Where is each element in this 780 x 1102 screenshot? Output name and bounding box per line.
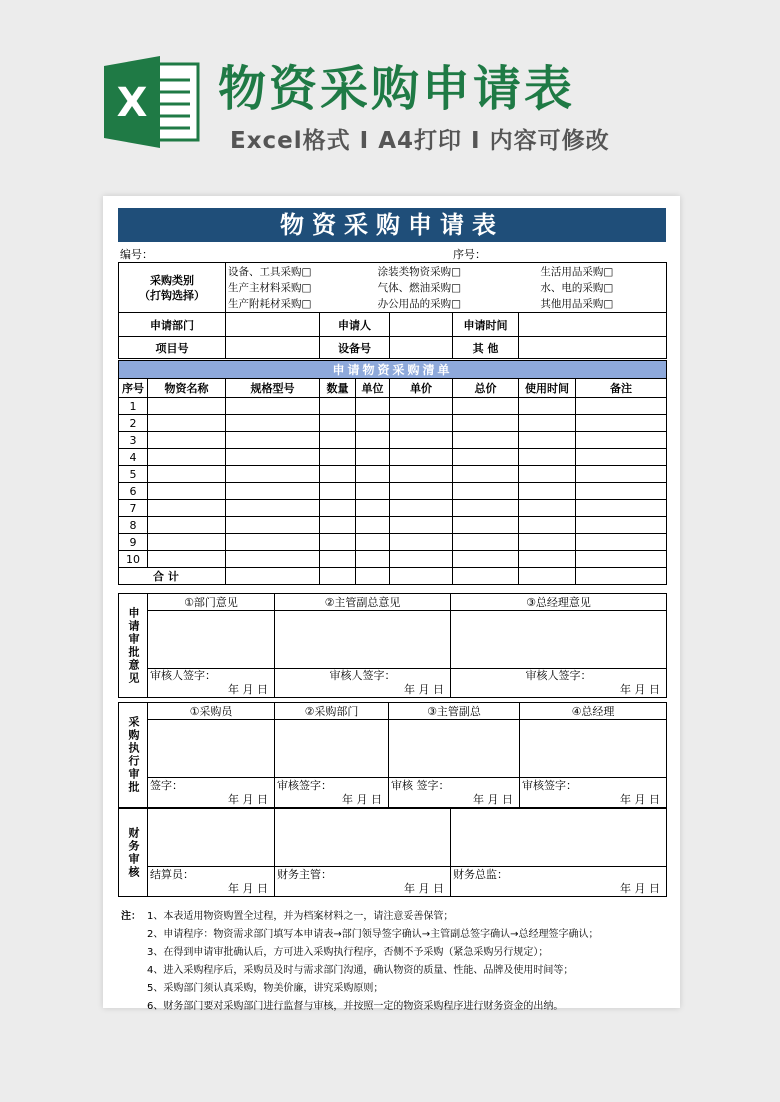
col-header: 单位 (356, 379, 390, 398)
item-cell[interactable] (576, 551, 667, 568)
excel-icon (104, 56, 200, 148)
project-field[interactable] (226, 337, 320, 359)
item-cell[interactable] (356, 466, 390, 483)
item-cell[interactable] (519, 432, 576, 449)
execution-sign: 审核 签字： 年 月 日 (389, 778, 520, 808)
row-number: 10 (119, 551, 148, 568)
applicant-field[interactable] (390, 313, 453, 337)
item-cell[interactable] (356, 483, 390, 500)
item-cell[interactable] (453, 534, 519, 551)
item-cell[interactable] (390, 449, 453, 466)
approval-sign: 审核人签字： 年 月 日 (275, 669, 451, 698)
item-cell[interactable] (576, 449, 667, 466)
approval-head: ③总经理意见 (451, 594, 667, 611)
form-sheet (103, 196, 680, 1012)
approval-opinion[interactable] (275, 611, 451, 669)
approval-table (118, 593, 667, 698)
item-cell[interactable] (320, 466, 356, 483)
item-cell[interactable] (390, 415, 453, 432)
item-cell[interactable] (576, 517, 667, 534)
item-cell[interactable] (390, 551, 453, 568)
item-cell[interactable] (576, 466, 667, 483)
finance-side-label: 财务审核 (119, 809, 148, 897)
item-cell[interactable] (453, 432, 519, 449)
dept-label: 申请部门 (119, 313, 226, 337)
item-cell[interactable] (148, 500, 226, 517)
item-cell[interactable] (576, 415, 667, 432)
category-label: 采购类别 （打钩选择） (119, 263, 226, 313)
col-header: 序号 (119, 379, 148, 398)
item-cell[interactable] (390, 500, 453, 517)
note-line: 6、财务部门要对采购部门进行监督与审核，并按照一定的物资采购程序进行财务资金的出纳。 (147, 1001, 564, 1012)
category-option[interactable]: 设备、工具采购□ (228, 265, 312, 278)
item-cell[interactable] (356, 449, 390, 466)
col-header: 数量 (320, 379, 356, 398)
total-label: 合 计 (119, 568, 226, 585)
finance-opinion[interactable] (148, 809, 275, 867)
item-cell[interactable] (320, 517, 356, 534)
item-cell[interactable] (519, 415, 576, 432)
table-row (119, 551, 667, 568)
approval-sign: 审核人签字： 年 月 日 (148, 669, 275, 698)
time-label: 申请时间 (453, 313, 519, 337)
other-field[interactable] (519, 337, 667, 359)
item-cell[interactable] (576, 534, 667, 551)
item-cell[interactable] (390, 517, 453, 534)
approval-head: ①部门意见 (148, 594, 275, 611)
list-band: 申请物资采购清单 (119, 361, 667, 379)
row-number: 2 (119, 415, 148, 432)
item-cell[interactable] (226, 398, 320, 415)
category-option[interactable]: 生产附耗材采购□ (228, 297, 312, 310)
item-cell[interactable] (519, 398, 576, 415)
row-number: 6 (119, 483, 148, 500)
execution-side-label: 采购执行审批 (119, 703, 148, 808)
table-row (119, 517, 667, 534)
item-cell[interactable] (320, 432, 356, 449)
item-cell[interactable] (356, 432, 390, 449)
note-line: 3、在得到申请审批确认后，方可进入采购执行程序，否侧不予采购（紧急采购另行规定）； (147, 947, 549, 958)
item-cell[interactable] (148, 534, 226, 551)
row-number: 3 (119, 432, 148, 449)
col-header: 物资名称 (148, 379, 226, 398)
applicant-label: 申请人 (320, 313, 390, 337)
execution-opinion[interactable] (148, 720, 275, 778)
item-cell[interactable] (226, 500, 320, 517)
item-cell[interactable] (390, 466, 453, 483)
item-cell[interactable] (576, 432, 667, 449)
item-cell[interactable] (390, 432, 453, 449)
item-cell[interactable] (453, 398, 519, 415)
item-cell[interactable] (356, 415, 390, 432)
item-cell[interactable] (320, 449, 356, 466)
category-option[interactable]: 气体、燃油采购□ (377, 281, 462, 294)
table-row (119, 415, 667, 432)
item-cell[interactable] (148, 432, 226, 449)
sequence-label: 序号： (453, 248, 486, 261)
item-cell[interactable] (356, 534, 390, 551)
item-cell[interactable] (453, 500, 519, 517)
finance-opinion[interactable] (451, 809, 667, 867)
category-option[interactable]: 生产主材料采购□ (228, 281, 312, 294)
table-row (119, 449, 667, 466)
execution-opinion[interactable] (520, 720, 667, 778)
item-cell[interactable] (453, 466, 519, 483)
item-cell[interactable] (320, 500, 356, 517)
approval-opinion[interactable] (148, 611, 275, 669)
row-number: 8 (119, 517, 148, 534)
col-header: 备注 (576, 379, 667, 398)
time-field[interactable] (519, 313, 667, 337)
form-title: 物资采购申请表 (118, 208, 666, 242)
finance-sign: 结算员： 年 月 日 (148, 867, 275, 897)
item-cell[interactable] (453, 483, 519, 500)
category-option[interactable]: 办公用品的采购□ (377, 297, 462, 310)
approval-side-label: 申请审批意见 (119, 594, 148, 698)
item-cell[interactable] (519, 449, 576, 466)
item-cell[interactable] (226, 432, 320, 449)
item-cell[interactable] (148, 483, 226, 500)
finance-sign: 财务总监： 年 月 日 (451, 867, 667, 897)
item-cell[interactable] (148, 415, 226, 432)
note-line: 1、本表适用物资购置全过程，并为档案材料之一，请注意妥善保管； (147, 911, 454, 922)
notes-label: 注： (121, 911, 141, 922)
other-label: 其 他 (453, 337, 519, 359)
execution-head: ④总经理 (520, 703, 667, 720)
execution-opinion[interactable] (389, 720, 520, 778)
dept-field[interactable] (226, 313, 320, 337)
logo-letter: X (116, 80, 148, 126)
item-cell[interactable] (226, 449, 320, 466)
item-cell[interactable] (226, 466, 320, 483)
notes (121, 908, 671, 1016)
banner-title: 物资采购申请表 (218, 61, 576, 117)
total-row (119, 568, 667, 585)
item-cell[interactable] (390, 483, 453, 500)
equipment-label: 设备号 (320, 337, 390, 359)
item-cell[interactable] (148, 551, 226, 568)
row-number: 7 (119, 500, 148, 517)
item-cell[interactable] (226, 534, 320, 551)
list-header (119, 379, 667, 398)
item-cell[interactable] (356, 517, 390, 534)
item-cell[interactable] (356, 398, 390, 415)
category-option[interactable]: 涂装类物资采购□ (377, 265, 462, 278)
note-line: 4、进入采购程序后，采购员及时与需求部门沟通，确认物资的质量、性能、品牌及使用时间等； (147, 965, 574, 976)
item-cell[interactable] (226, 551, 320, 568)
finance-table (118, 808, 667, 897)
item-cell[interactable] (576, 500, 667, 517)
item-cell[interactable] (390, 534, 453, 551)
item-cell[interactable] (576, 398, 667, 415)
execution-head: ③主管副总 (389, 703, 520, 720)
item-cell[interactable] (576, 483, 667, 500)
item-cell[interactable] (320, 483, 356, 500)
item-cell[interactable] (519, 517, 576, 534)
item-cell[interactable] (356, 500, 390, 517)
category-option[interactable]: 其他用品采购□ (540, 297, 614, 310)
finance-sign: 财务主管： 年 月 日 (275, 867, 451, 897)
item-cell[interactable] (519, 551, 576, 568)
item-cell[interactable] (148, 466, 226, 483)
approval-head: ②主管副总意见 (275, 594, 451, 611)
execution-table (118, 702, 667, 808)
item-cell[interactable] (453, 415, 519, 432)
item-cell[interactable] (226, 483, 320, 500)
serial-label: 编号： (120, 248, 153, 261)
note-line: 2、申请程序：物资需求部门填写本申请表→部门领导签字确认→主管副总签字确认→总经理签字确认； (147, 929, 599, 940)
row-number: 9 (119, 534, 148, 551)
col-header: 单价 (390, 379, 453, 398)
item-cell[interactable] (320, 415, 356, 432)
approval-opinion[interactable] (451, 611, 667, 669)
item-cell[interactable] (453, 449, 519, 466)
item-cell[interactable] (519, 466, 576, 483)
item-cell[interactable] (226, 517, 320, 534)
category-options (226, 263, 667, 313)
table-row (119, 432, 667, 449)
item-cell[interactable] (519, 500, 576, 517)
execution-sign: 签字： 年 月 日 (148, 778, 275, 808)
equipment-field[interactable] (390, 337, 453, 359)
execution-sign: 审核签字： 年 月 日 (520, 778, 667, 808)
finance-opinion[interactable] (275, 809, 451, 867)
execution-head: ②采购部门 (275, 703, 389, 720)
execution-opinion[interactable] (275, 720, 389, 778)
col-header: 总价 (453, 379, 519, 398)
item-cell[interactable] (519, 534, 576, 551)
header-info-table (118, 262, 667, 359)
item-cell[interactable] (453, 517, 519, 534)
item-cell[interactable] (519, 483, 576, 500)
row-number: 1 (119, 398, 148, 415)
category-option[interactable]: 生活用品采购□ (540, 265, 614, 278)
category-option[interactable]: 水、电的采购□ (540, 281, 614, 294)
row-number: 5 (119, 466, 148, 483)
note-line: 5、采购部门须认真采购，物美价廉，讲究采购原则； (147, 983, 384, 994)
table-row (119, 398, 667, 415)
table-row (119, 534, 667, 551)
project-label: 项目号 (119, 337, 226, 359)
item-cell[interactable] (226, 415, 320, 432)
item-cell[interactable] (320, 534, 356, 551)
approval-sign: 审核人签字： 年 月 日 (451, 669, 667, 698)
execution-sign: 审核签字： 年 月 日 (275, 778, 389, 808)
table-row (119, 466, 667, 483)
col-header: 规格型号 (226, 379, 320, 398)
row-number: 4 (119, 449, 148, 466)
table-row (119, 500, 667, 517)
item-cell[interactable] (356, 551, 390, 568)
item-cell[interactable] (148, 449, 226, 466)
execution-head: ①采购员 (148, 703, 275, 720)
item-cell[interactable] (390, 398, 453, 415)
item-cell[interactable] (320, 398, 356, 415)
item-cell[interactable] (453, 551, 519, 568)
item-cell[interactable] (320, 551, 356, 568)
item-list-table (118, 360, 667, 585)
table-row (119, 483, 667, 500)
banner-subtitle: Excel格式 I A4打印 I 内容可修改 (230, 128, 610, 154)
item-cell[interactable] (148, 517, 226, 534)
col-header: 使用时间 (519, 379, 576, 398)
item-cell[interactable] (148, 398, 226, 415)
